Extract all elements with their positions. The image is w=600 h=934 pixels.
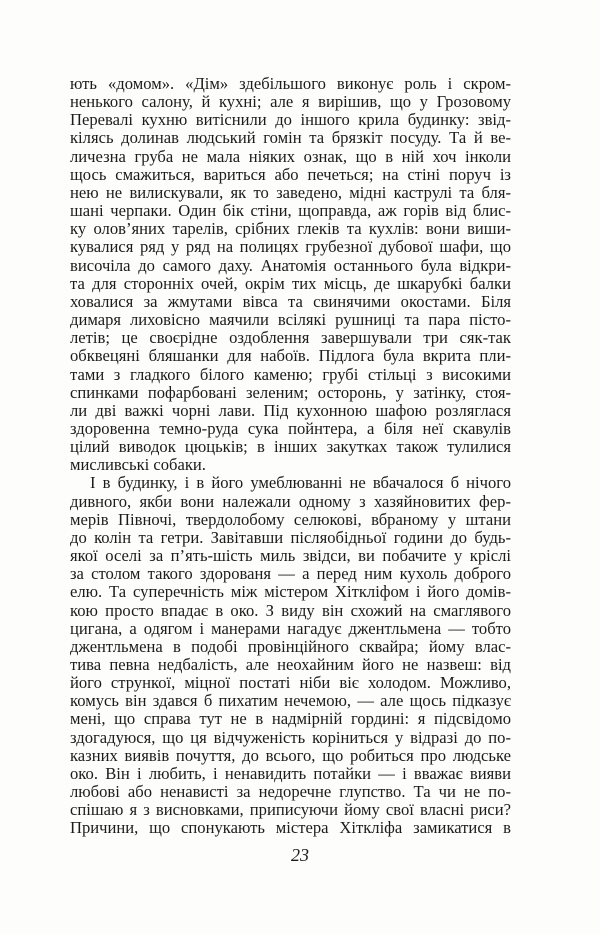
text-line: його стрункої, міцної постаті ніби віє холодом. Можливо, (70, 673, 511, 693)
text-line: ють «домом». «Дім» здебільшого виконує роль і скром- (70, 74, 511, 93)
text-line: та для сторонніх очей, окрім тих місць, де шкарубкі балки (70, 273, 511, 293)
text-line: летів; це своєрідне оздоблення завершували три сяк-так (70, 328, 511, 348)
paragraph (70, 474, 511, 837)
text-line: до колін та гетри. Завітавши післяобідньої години до будь- (70, 527, 511, 547)
text-line: личезна груба не мала ніяких ознак, що в ній хоч інколи (70, 146, 511, 166)
text-line: ли дві важкі чорні лави. Під кухонною шафою розляглася (70, 400, 511, 420)
text-line: кою просто впадає в око. З виду він схожий на смаглявого (70, 600, 511, 620)
text-line: ховалися за жмутами вівса та свинячими окостами. Біля (70, 291, 511, 311)
text-line: мені, що справа тут не в надмірній гордині: я підсвідомо (70, 709, 511, 729)
text-line: димаря лиховісно маячили всілякі рушниці та пара пісто- (70, 310, 511, 330)
text-line: спішаю я з висновками, приписуючи йому свої власні риси? (70, 800, 511, 820)
text-line: за столом такого здорованя — а перед ним кухоль доброго (70, 564, 511, 584)
text-line: здоровенна темно-руда сука пойнтера, а біля неї скавулів (70, 418, 511, 438)
text-line: кувалися ряд у ряд на полицях грубезної дубової шафи, що (70, 237, 511, 257)
text-line: нею не вилискували, як то заведено, мідні каструлі та бля- (70, 182, 511, 202)
text-line: цигана, а одягом і манерами нагадує джентльмена — тобто (70, 618, 511, 638)
text-line: Причини, що спонукають містера Хіткліфа замикатися в (70, 818, 511, 838)
text-line: дивного, якби вони належали одному з хазяйновитих фер- (70, 491, 511, 511)
text-line: елю. Та суперечність між містером Хіткліфом і його домів- (70, 582, 511, 602)
text-line: здогадуюся, що ця відчуженість коріниться у відразі до по- (70, 727, 511, 747)
text-line: цілий виводок цюцьків; в інших закутках також тулилися (70, 437, 511, 457)
page-body-text (70, 75, 511, 838)
text-line: око. Він і любить, і ненавидить потайки — і вважає вияви (70, 763, 511, 783)
text-line: височіла до самого даху. Анатомія останнього була відкри- (70, 255, 511, 275)
text-line: тами з гладкого білого каменю; грубі стільці з високими (70, 364, 511, 384)
page-number: 23 (291, 845, 309, 865)
text-line: кілясь долинав людський гомін та брязкіт посуду. Та й ве- (70, 128, 511, 148)
text-line: Перевалі кухню витіснили до іншого крила будинку: звід- (70, 110, 511, 130)
text-line: шані черпаки. Один бік стіни, щоправда, аж горів від блис- (70, 201, 511, 221)
text-line: джентльмена в подобі провінційного сквайра; йому влас- (70, 636, 511, 656)
text-line: обквецяні бляшанки для набоїв. Підлога була вкрита пли- (70, 346, 511, 366)
text-line: казних виявів почуття, до всього, що робиться про людське (70, 745, 511, 765)
text-line: мерів Півночі, твердолобому селюкові, вбраному у штани (70, 509, 511, 529)
text-line: І в будинку, і в його умеблюванні не вбачалося б нічого (90, 473, 511, 493)
paragraph (70, 75, 511, 474)
text-line: любові або ненависті за недоречне глупство. Та чи не по- (70, 782, 511, 802)
text-line: тива певна недбалість, але неохайним його не назвеш: від (70, 655, 511, 674)
text-line: ку олов’яних тарелів, срібних глеків та кухлів: вони виши- (70, 219, 511, 239)
text-line: ненького салону, й кухні; але я вирішив, що у Грозовому (70, 92, 511, 112)
text-line: спинками пофарбовані зеленим; осторонь, у затінку, стоя- (70, 382, 511, 402)
text-line: щось смажиться, вариться або печеться; на стіні поруч із (70, 164, 511, 184)
text-line: комусь він здався б пихатим нечемою, — але щось підказує (70, 691, 511, 711)
text-line: якої оселі за п’ять-шість миль звідси, ви побачите у кріслі (70, 546, 511, 566)
text-line: мисливські собаки. (70, 455, 206, 475)
